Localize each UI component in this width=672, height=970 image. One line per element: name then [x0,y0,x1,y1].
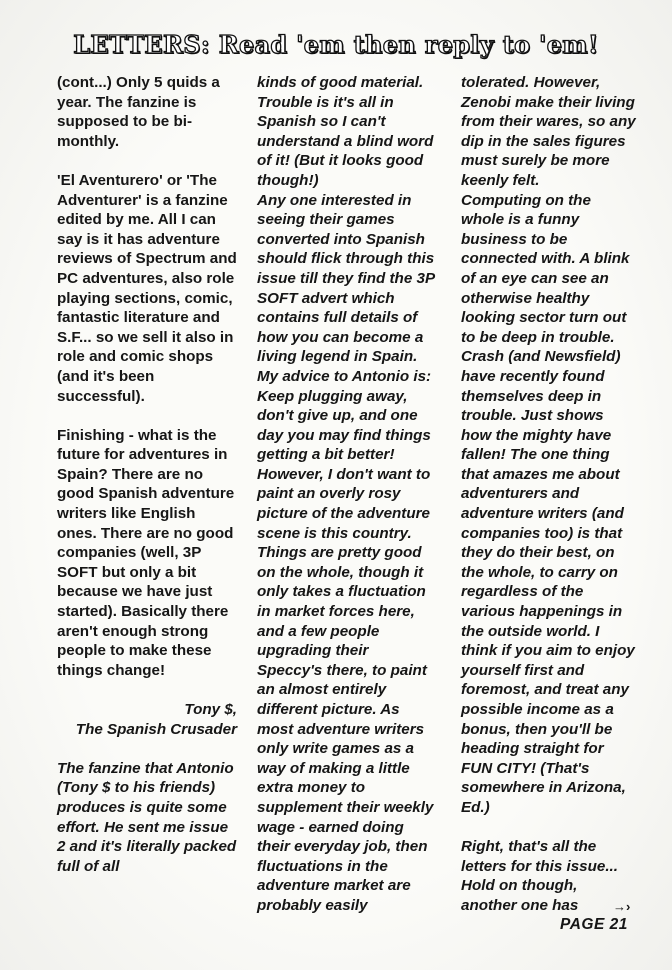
paragraph: Right, that's all the letters for this issue... Hold on though, another one has [461,838,618,914]
column-1 [57,73,237,876]
paragraph: kinds of good material. Trouble is it's all in Spanish so I can't understand a blind word of it! (But it looks good though!) [257,74,434,189]
paragraph: tolerated. However, Zenobi make their living from their wares, so any dip in the sales figures must surely be more keenly felt. [461,74,636,189]
column-3 [461,73,637,916]
paragraph: Finishing - what is the future for adventures in Spain? There are no good Spanish adventure writers like English ones. There are no good companies (well, 3P SOFT but only a bit because we have just started). Basically there aren't enough strong people to make these things change! [57,426,235,679]
paragraph: Computing on the whole is a funny business to be connected with. A blink of an eye can see an otherwise healthy looking sector turn out to be deep in trouble. Crash (and Newsfield) have recently found themselves deep in trouble. Just shows how the mighty have fallen! The one thing that amazes me about adventurers and adventure writers (and companies too) is that they do their best, on the whole, to carry on regardless of the various happenings in the outside world. I think if you aim to enjoy yourself first and foremost, and treat any possible income as a bonus, then you'll be heading straight for FUN CITY! (That's somewhere in Arizona, Ed.) [461,191,635,816]
signature-title: The Spanish Crusader [75,720,237,738]
paragraph: My advice to Antonio is: Keep plugging away, don't give up, and one day you may find things getting a bit better! [257,367,432,464]
page-number: PAGE 21 [560,916,628,933]
paragraph: 'El Aventurero' or 'The Adventurer' is a fanzine edited by me. All I can say is it has adventure reviews of Spectrum and PC adventures, also role playing sections, comic, fantastic literature and S.F... so we sell it also in role and comic shops (and it's been successful). [57,171,237,405]
continue-arrow-icon: →› [613,899,631,914]
paragraph: Any one interested in seeing their games converted into Spanish should flick through this issue till they find the 3P SOFT advert which contains full details of how you can become a living legend in Spain. [257,191,435,366]
editor-reply: The fanzine that Antonio (Tony $ to his friends) produces is quite some effort. He sent me issue 2 and it's literally packed full of all [57,759,237,875]
signature-name: Tony $, [184,701,237,718]
column-2 [257,73,435,916]
page-title: LETTERS: Read 'em then reply to 'em! [73,30,599,59]
paragraph: (cont...) Only 5 quids a year. The fanzine is supposed to be bi-monthly. [57,74,220,150]
paragraph: However, I don't want to paint an overly rosy picture of the adventure scene is this country. Things are pretty good on the whole, though it only takes a fluctuation in market forces here, and a few people upgrading their Speccy's there, to paint an almost entirely different picture. As most adventure writers only write games as a way of making a little extra money to supplement their weekly wage - earned doing their everyday job, then fluctuations in the adventure market are probably easily [257,465,434,914]
